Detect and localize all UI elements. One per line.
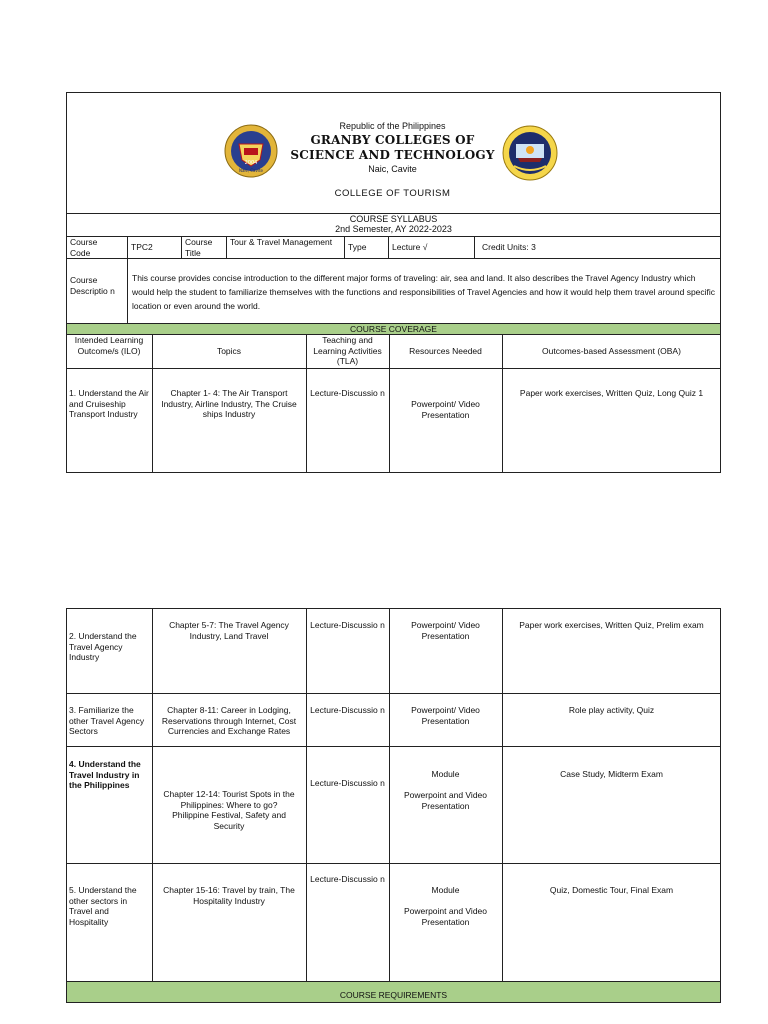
row1-ilo: 1. Understand the Air and Cruiseship Transport Industry: [69, 388, 149, 419]
row4-resources-module: Module: [431, 769, 460, 779]
header-ilo: Intended Learning Outcome/s (ILO): [74, 335, 144, 356]
row1-tla: Lecture-Discussio n: [310, 388, 385, 398]
row2-oba: Paper work exercises, Written Quiz, Prelim exam: [519, 620, 704, 630]
school-location: Naic, Cavite: [368, 164, 417, 174]
row3-oba: Role play activity, Quiz: [568, 705, 655, 715]
row4-topics: Chapter 12-14: Tourist Spots in the Philippines: Where to go? Philippine Festival, Safety and Security: [163, 789, 295, 831]
republic-line: Republic of the Philippines: [339, 121, 446, 131]
header-resources: Resources Needed: [409, 346, 482, 356]
row3-tla: Lecture-Discussio n: [310, 705, 385, 715]
row5-resources-media: Powerpoint and Video Presentation: [403, 906, 488, 927]
syllabus-title: COURSE SYLLABUS: [349, 214, 438, 224]
seal-year: 2004: [244, 160, 258, 166]
header-tla: Teaching and Learning Activities (TLA): [313, 335, 382, 366]
school-name-line1: GRANBY COLLEGES OF: [310, 133, 475, 147]
header-oba: Outcomes-based Assessment (OBA): [542, 346, 681, 356]
row5-tla: Lecture-Discussio n: [310, 874, 385, 884]
course-title-value: Tour & Travel Management: [230, 237, 333, 247]
course-requirements-title: COURSE REQUIREMENTS: [339, 990, 448, 1000]
course-requirements-band: [67, 982, 720, 1002]
college-seal-logo: [500, 124, 560, 182]
row4-resources-media: Powerpoint and Video Presentation: [403, 790, 488, 811]
header-topics: Topics: [216, 346, 242, 356]
description-text: This course provides concise introduction to the different major forms of traveling: air, sea and land. It also describes the Travel Agency Industry which would help the student to familiarize themselves with the functions and responsibilities of Travel Agencies and how it would help them travel around specific location or even around the world.: [132, 273, 716, 311]
course-code-label: Course Code: [70, 237, 98, 258]
course-type-label: Type: [348, 242, 367, 252]
row3-ilo: 3. Familiarize the other Travel Agency Sectors: [69, 705, 145, 736]
course-title-label: Course Title: [185, 237, 213, 258]
course-type-value: Lecture √: [392, 242, 428, 252]
row5-ilo: 5. Understand the other sectors in Travel and Hospitality: [69, 885, 137, 927]
row4-oba: Case Study, Midterm Exam: [560, 769, 663, 779]
college-name: COLLEGE OF TOURISM: [334, 188, 451, 199]
row1-oba: Paper work exercises, Written Quiz, Long Quiz 1: [519, 388, 704, 398]
row5-oba: Quiz, Domestic Tour, Final Exam: [549, 885, 674, 895]
row4-tla: Lecture-Discussio n: [310, 778, 385, 788]
course-coverage-title: COURSE COVERAGE: [350, 324, 437, 334]
description-label: Course Descriptio n: [70, 275, 115, 296]
credit-units: Credit Units: 3: [482, 242, 536, 252]
row3-resources: Powerpoint/ Video Presentation: [411, 705, 480, 726]
seal-caption: Naic, Cavite: [238, 168, 264, 173]
row2-ilo: 2. Understand the Travel Agency Industry: [69, 631, 137, 662]
course-code-value: TPC2: [131, 242, 153, 252]
row2-topics: Chapter 5-7: The Travel Agency Industry, Land Travel: [169, 620, 289, 641]
course-coverage-band: [67, 324, 720, 334]
row5-topics: Chapter 15-16: Travel by train, The Hospitality Industry: [163, 885, 295, 906]
row1-resources: Powerpoint/ Video Presentation: [411, 399, 480, 420]
row4-ilo: 4. Understand the Travel Industry in the Philippines: [69, 759, 141, 790]
row3-topics: Chapter 8-11: Career in Lodging, Reservations through Internet, Cost Currencies and Exchange Rates: [161, 705, 297, 736]
row5-resources-module: Module: [431, 885, 460, 895]
school-name-line2: SCIENCE AND TECHNOLOGY: [290, 148, 495, 162]
syllabus-semester: 2nd Semester, AY 2022-2023: [335, 224, 452, 234]
row2-tla: Lecture-Discussio n: [310, 620, 385, 630]
school-seal-logo: [224, 124, 278, 178]
row1-topics: Chapter 1- 4: The Air Transport Industry, Airline Industry, The Cruise ships Industry: [161, 388, 297, 419]
row2-resources: Powerpoint/ Video Presentation: [411, 620, 480, 641]
